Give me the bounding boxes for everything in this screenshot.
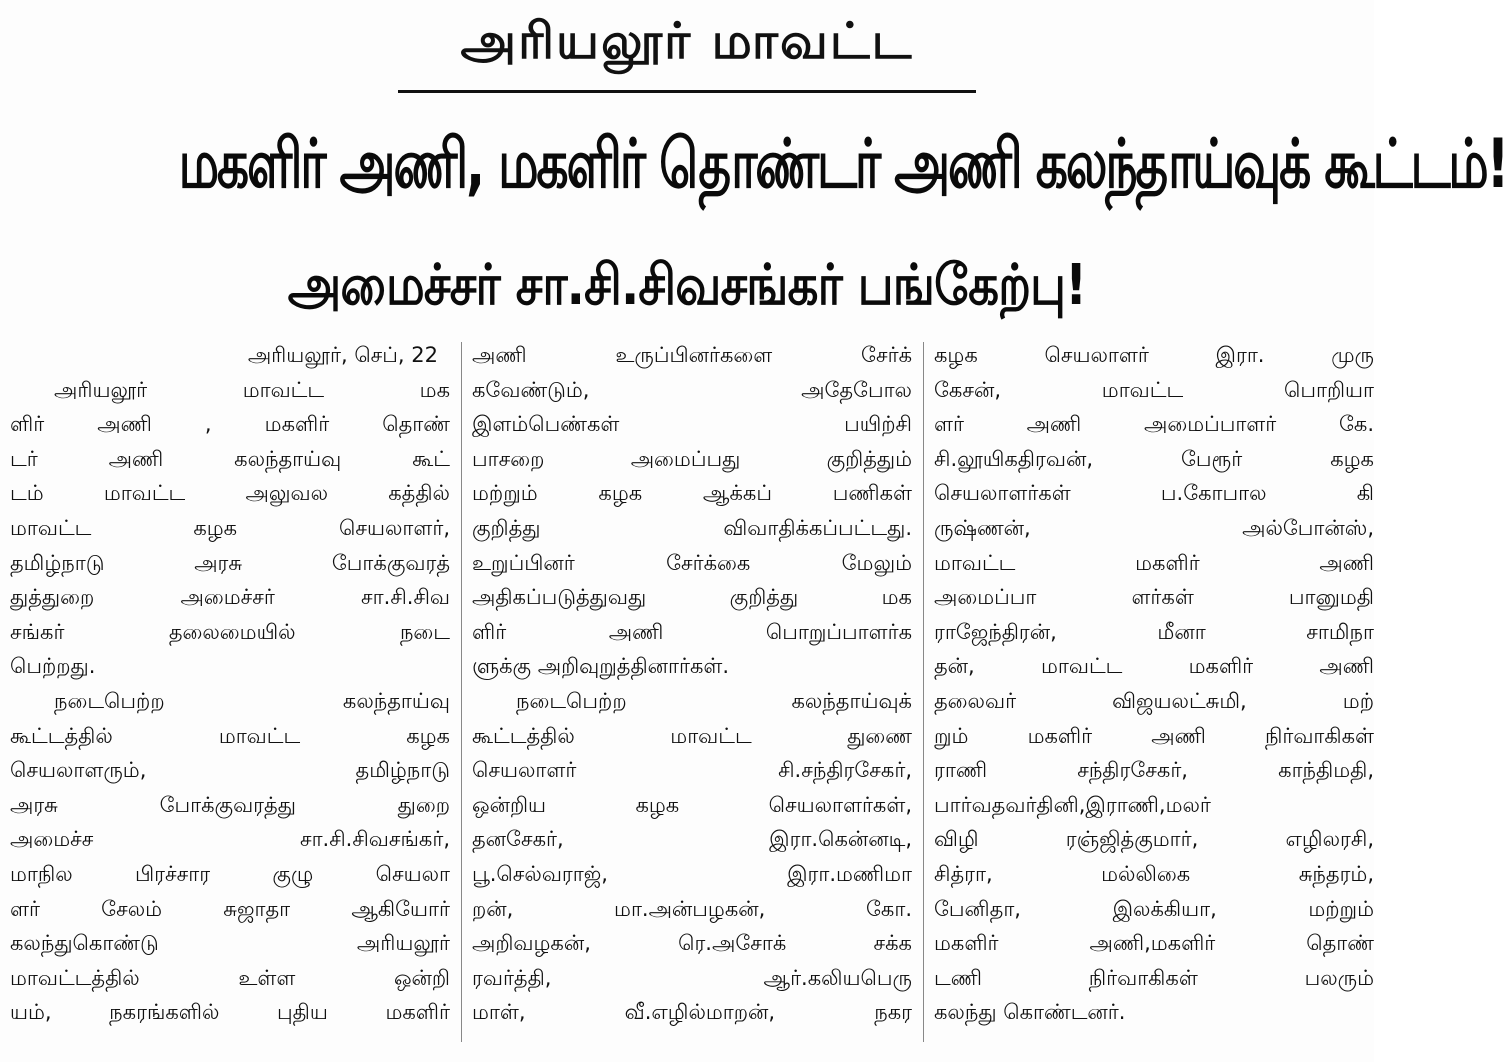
text-line: நடைபெற்ற கலந்தாய்வுக் bbox=[516, 688, 912, 713]
text-line: ராஜேந்திரன், மீனா சாமிநா bbox=[934, 619, 1374, 644]
article-body bbox=[10, 338, 1374, 1050]
text-line: ளர் அணி அமைப்பாளர் கே. bbox=[934, 412, 1374, 437]
text-line: றன், மா.அன்பழகன், கோ. bbox=[472, 896, 912, 921]
text-line: மாள், வீ.எழில்மாறன், நகர bbox=[472, 1000, 912, 1025]
text-line: செயலாளர்கள் ப.கோபால கி bbox=[934, 481, 1374, 506]
text-line: கலந்து கொண்டனர். bbox=[934, 1000, 1126, 1025]
text-line: மகளிர் அணி,மகளிர் தொண் bbox=[934, 931, 1374, 956]
section-title: அரியலூர் மாவட்ட bbox=[460, 12, 914, 70]
text-line: அரியலூர் மாவட்ட மக bbox=[54, 377, 450, 402]
subheadline: அமைச்சர் சா.சி.சிவசங்கர் பங்கேற்பு! bbox=[287, 253, 1087, 318]
text-line: டம் மாவட்ட அலுவல கத்தில் bbox=[10, 481, 450, 506]
text-line: பாசறை அமைப்பது குறித்தும் bbox=[472, 446, 912, 471]
text-line: தனசேகர், இரா.கென்னடி, bbox=[472, 827, 912, 852]
text-line: அறிவழகன், ரெ.அசோக் சக்க bbox=[472, 931, 912, 956]
text-line: கேசன், மாவட்ட பொறியா bbox=[934, 377, 1374, 402]
text-line: டணி நிர்வாகிகள் பலரும் bbox=[934, 965, 1374, 990]
text-line: பூ.செல்வராஜ், இரா.மணிமா bbox=[472, 861, 912, 886]
text-line: கூட்டத்தில் மாவட்ட கழக bbox=[10, 723, 450, 748]
text-line: மாவட்ட கழக செயலாளர், bbox=[10, 515, 450, 540]
text-line: மாவட்டத்தில் உள்ள ஒன்றி bbox=[10, 965, 450, 990]
text-line: சித்ரா, மல்லிகை சுந்தரம், bbox=[934, 861, 1374, 886]
text-line: ருஷ்ணன், அல்போன்ஸ், bbox=[934, 515, 1374, 540]
headline: மகளிர் அணி, மகளிர் தொண்டர் அணி கலந்தாய்வுக் கூட்டம்! bbox=[178, 125, 1507, 204]
text-line: இளம்பெண்கள் பயிற்சி bbox=[472, 412, 912, 437]
text-line: மாவட்ட மகளிர் அணி bbox=[934, 550, 1374, 575]
text-line: சி.லூயிகதிரவன், பேரூர் கழக bbox=[934, 446, 1374, 471]
text-line: மற்றும் கழக ஆக்கப் பணிகள் bbox=[472, 481, 912, 506]
text-line: கூட்டத்தில் மாவட்ட துணை bbox=[472, 723, 912, 748]
text-line: பேனிதா, இலக்கியா, மற்றும் bbox=[934, 896, 1374, 921]
article-column-2 bbox=[472, 338, 912, 1050]
text-line: சங்கர் தலைமையில் நடை bbox=[10, 619, 450, 644]
dateline: அரியலூர், செப், 22 bbox=[247, 343, 438, 367]
article-column-3 bbox=[934, 338, 1374, 1050]
text-line: அமைச்ச சா.சி.சிவசங்கர், bbox=[10, 827, 450, 852]
text-line: உறுப்பினர் சேர்க்கை மேலும் bbox=[472, 550, 912, 575]
text-line: நடைபெற்ற கலந்தாய்வு bbox=[54, 688, 450, 713]
text-line: துத்துறை அமைச்சர் சா.சி.சிவ bbox=[10, 585, 450, 610]
text-line: அமைப்பா ளர்கள் பானுமதி bbox=[934, 585, 1374, 610]
text-line: செயலாளர் சி.சந்திரசேகர், bbox=[472, 758, 912, 783]
text-line: ராணி சந்திரசேகர், காந்திமதி, bbox=[934, 758, 1374, 783]
text-line: விழி ரஞ்ஜித்குமார், எழிலரசி, bbox=[934, 827, 1374, 852]
column-divider bbox=[461, 342, 462, 1042]
text-line: கலந்துகொண்டு அரியலூர் bbox=[10, 931, 450, 956]
text-line: பார்வதவர்தினி,இராணி,மலர் bbox=[934, 792, 1211, 817]
text-line: செயலாளரும், தமிழ்நாடு bbox=[10, 758, 450, 783]
text-line: தலைவர் விஜயலட்சுமி, மற் bbox=[934, 688, 1374, 713]
article-column-1 bbox=[10, 338, 450, 1050]
text-line: கவேண்டும், அதேபோல bbox=[472, 377, 912, 402]
text-line: றும் மகளிர் அணி நிர்வாகிகள் bbox=[934, 723, 1374, 748]
text-line: அரசு போக்குவரத்து துறை bbox=[10, 792, 450, 817]
text-line: அணி உருப்பினர்களை சேர்க் bbox=[472, 343, 912, 367]
text-line: குறித்து விவாதிக்கப்பட்டது. bbox=[472, 515, 912, 540]
text-line: ரவர்த்தி, ஆர்.கலியபெரு bbox=[472, 965, 912, 990]
text-line: அதிகப்படுத்துவது குறித்து மக bbox=[472, 585, 912, 610]
text-line: ளிர் அணி பொறுப்பாளர்க bbox=[472, 619, 912, 644]
text-line: ளுக்கு அறிவுறுத்தினார்கள். bbox=[472, 654, 730, 679]
text-line: தமிழ்நாடு அரசு போக்குவரத் bbox=[10, 550, 450, 575]
text-line: ஒன்றிய கழக செயலாளர்கள், bbox=[472, 792, 912, 817]
text-line: யம், நகரங்களில் புதிய மகளிர் bbox=[10, 1000, 450, 1025]
text-line: டர் அணி கலந்தாய்வு கூட் bbox=[10, 446, 450, 471]
text-line: கழக செயலாளர் இரா. முரு bbox=[934, 343, 1374, 367]
text-line: தன், மாவட்ட மகளிர் அணி bbox=[934, 654, 1374, 679]
text-line: ளர் சேலம் சுஜாதா ஆகியோர் bbox=[10, 896, 450, 921]
column-divider bbox=[923, 342, 924, 1042]
text-line: மாநில பிரச்சார குழு செயலா bbox=[10, 861, 450, 886]
text-line: ளிர் அணி , மகளிர் தொண் bbox=[10, 412, 450, 437]
text-line: பெற்றது. bbox=[10, 654, 96, 679]
title-rule bbox=[398, 90, 976, 93]
